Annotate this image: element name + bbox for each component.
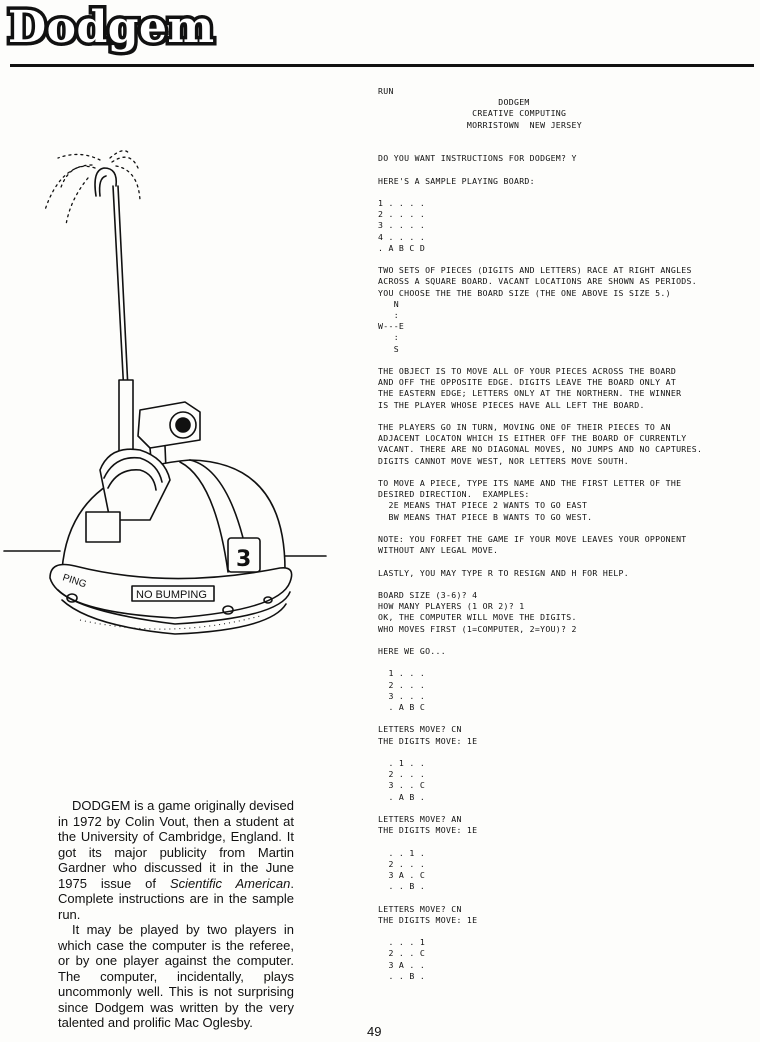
listing-line xyxy=(378,892,754,903)
listing-line: 1 . . . . xyxy=(378,197,426,208)
listing-line: TWO SETS OF PIECES (DIGITS AND LETTERS) RACE AT RIGHT ANGLES xyxy=(378,265,692,276)
listing-line xyxy=(378,467,754,478)
listing-line: AND OFF THE OPPOSITE EDGE. DIGITS LEAVE THE BOARD ONLY AT xyxy=(378,377,677,388)
listing-line xyxy=(378,411,754,422)
listing-line: LETTERS MOVE? CN xyxy=(378,724,462,735)
listing-line: BW MEANS THAT PIECE B WANTS TO GO WEST. xyxy=(378,511,593,522)
listing-line: ACROSS A SQUARE BOARD. VACANT LOCATIONS ARE SHOWN AS PERIODS. xyxy=(378,276,697,287)
intro-paragraph-2: It may be played by two players in which case the computer is the referee, or by one player against the computer. The computer, incidentally, plays uncommonly well. This is not surprising since Dodgem was written by the very talented and prolific Mac Oglesby. xyxy=(58,922,294,1030)
listing-line xyxy=(378,579,754,590)
listing-line xyxy=(378,657,754,668)
listing-line xyxy=(378,131,754,142)
listing-line xyxy=(378,635,754,646)
listing-line: 3 . . C xyxy=(378,780,426,791)
listing-line: THE DIGITS MOVE: 1E xyxy=(378,825,478,836)
listing-line: 3 A . C xyxy=(378,869,426,880)
intro-text xyxy=(58,798,294,1031)
listing-line: THE EASTERN EDGE; LETTERS ONLY AT THE NORTHERN. THE WINNER xyxy=(378,388,682,399)
listing-line: . 1 . . xyxy=(378,757,426,768)
listing-line xyxy=(378,747,754,758)
listing-line: THE PLAYERS GO IN TURN, MOVING ONE OF THEIR PIECES TO AN xyxy=(378,421,671,432)
listing-line: THE DIGITS MOVE: 1E xyxy=(378,914,478,925)
listing-line: DO YOU WANT INSTRUCTIONS FOR DODGEM? Y xyxy=(378,153,577,164)
listing-line xyxy=(378,142,754,153)
listing-line: DESIRED DIRECTION. EXAMPLES: xyxy=(378,489,530,500)
listing-line xyxy=(378,556,754,567)
listing-line: . . 1 . xyxy=(378,847,426,858)
side-label: PING xyxy=(61,572,88,591)
listing-line: THE DIGITS MOVE: 1E xyxy=(378,735,478,746)
listing-line xyxy=(378,187,754,198)
listing-line: TO MOVE A PIECE, TYPE ITS NAME AND THE FIRST LETTER OF THE xyxy=(378,477,682,488)
magazine-name: Scientific American xyxy=(169,875,291,891)
listing-line: S xyxy=(378,343,399,354)
listing-line: 1 . . . xyxy=(378,668,426,679)
listing-line: 2 . . . xyxy=(378,858,426,869)
listing-line: HOW MANY PLAYERS (1 OR 2)? 1 xyxy=(378,601,525,612)
listing-line: . A B C xyxy=(378,701,426,712)
listing-line: YOU CHOOSE THE THE BOARD SIZE (THE ONE ABOVE IS SIZE 5.) xyxy=(378,287,671,298)
listing-line: 3 . . . xyxy=(378,690,426,701)
listing-line: CREATIVE COMPUTING xyxy=(378,108,567,119)
listing-line: DIGITS CANNOT MOVE WEST, NOR LETTERS MOVE SOUTH. xyxy=(378,455,630,466)
sample-run-listing xyxy=(378,86,754,982)
listing-line: LASTLY, YOU MAY TYPE R TO RESIGN AND H FOR HELP. xyxy=(378,567,630,578)
listing-line: W---E xyxy=(378,321,405,332)
listing-line: : xyxy=(378,332,399,343)
listing-line xyxy=(378,803,754,814)
listing-line xyxy=(378,836,754,847)
listing-line: . A B . xyxy=(378,791,426,802)
listing-line: HERE WE GO... xyxy=(378,645,446,656)
listing-line: IS THE PLAYER WHOSE PIECES HAVE ALL LEFT THE BOARD. xyxy=(378,399,645,410)
listing-line: 2 . . . xyxy=(378,769,426,780)
listing-line: . . . 1 xyxy=(378,937,426,948)
listing-line: OK, THE COMPUTER WILL MOVE THE DIGITS. xyxy=(378,612,577,623)
page-number: 49 xyxy=(367,1024,382,1039)
car-number: 3 xyxy=(236,547,252,572)
listing-line: LETTERS MOVE? CN xyxy=(378,903,462,914)
listing-line: . . B . xyxy=(378,881,426,892)
listing-line: LETTERS MOVE? AN xyxy=(378,813,462,824)
listing-line: WITHOUT ANY LEGAL MOVE. xyxy=(378,545,499,556)
listing-line xyxy=(378,254,754,265)
listing-line: . A B C D xyxy=(378,242,426,253)
listing-line: BOARD SIZE (3-6)? 4 xyxy=(378,589,478,600)
listing-line xyxy=(378,355,754,366)
listing-line: 3 . . . . xyxy=(378,220,426,231)
listing-line: . . B . xyxy=(378,970,426,981)
listing-line: N xyxy=(378,298,399,309)
intro-paragraph-1: DODGEM is a game originally devised in 1972 by Colin Vout, then a student at the University of Cambridge, England. It got its major publicity from Martin Gardner who discussed it in the June 1975 issue of Scientific American. Complete instructions are in the sample run. xyxy=(58,798,294,922)
bumper-car-robot-illustration xyxy=(0,140,340,660)
listing-line: 2 . . C xyxy=(378,948,426,959)
header-rule xyxy=(10,64,754,67)
listing-line: RUN xyxy=(378,86,394,96)
listing-line xyxy=(378,164,754,175)
listing-line xyxy=(378,926,754,937)
listing-line: WHO MOVES FIRST (1=COMPUTER, 2=YOU)? 2 xyxy=(378,623,577,634)
no-bumping-sign: NO BUMPING xyxy=(136,589,207,601)
listing-line: THE OBJECT IS TO MOVE ALL OF YOUR PIECES ACROSS THE BOARD xyxy=(378,365,677,376)
listing-line xyxy=(378,713,754,724)
listing-line: MORRISTOWN NEW JERSEY xyxy=(378,119,582,130)
listing-line: 2E MEANS THAT PIECE 2 WANTS TO GO EAST xyxy=(378,500,588,511)
page-title: Dodgem xyxy=(8,2,215,53)
listing-line: 2 . . . . xyxy=(378,209,426,220)
listing-line: : xyxy=(378,309,399,320)
listing-line: 3 A . . xyxy=(378,959,426,970)
listing-line: DODGEM xyxy=(378,97,530,108)
listing-line xyxy=(378,523,754,534)
listing-line: VACANT. THERE ARE NO DIAGONAL MOVES, NO JUMPS AND NO CAPTURES. xyxy=(378,444,703,455)
listing-line: 2 . . . xyxy=(378,679,426,690)
listing-line: NOTE: YOU FORFET THE GAME IF YOUR MOVE LEAVES YOUR OPPONENT xyxy=(378,533,687,544)
listing-line: ADJACENT LOCATON WHICH IS EITHER OFF THE BOARD OF CURRENTLY xyxy=(378,433,687,444)
listing-line: HERE'S A SAMPLE PLAYING BOARD: xyxy=(378,175,535,186)
listing-line: 4 . . . . xyxy=(378,231,426,242)
